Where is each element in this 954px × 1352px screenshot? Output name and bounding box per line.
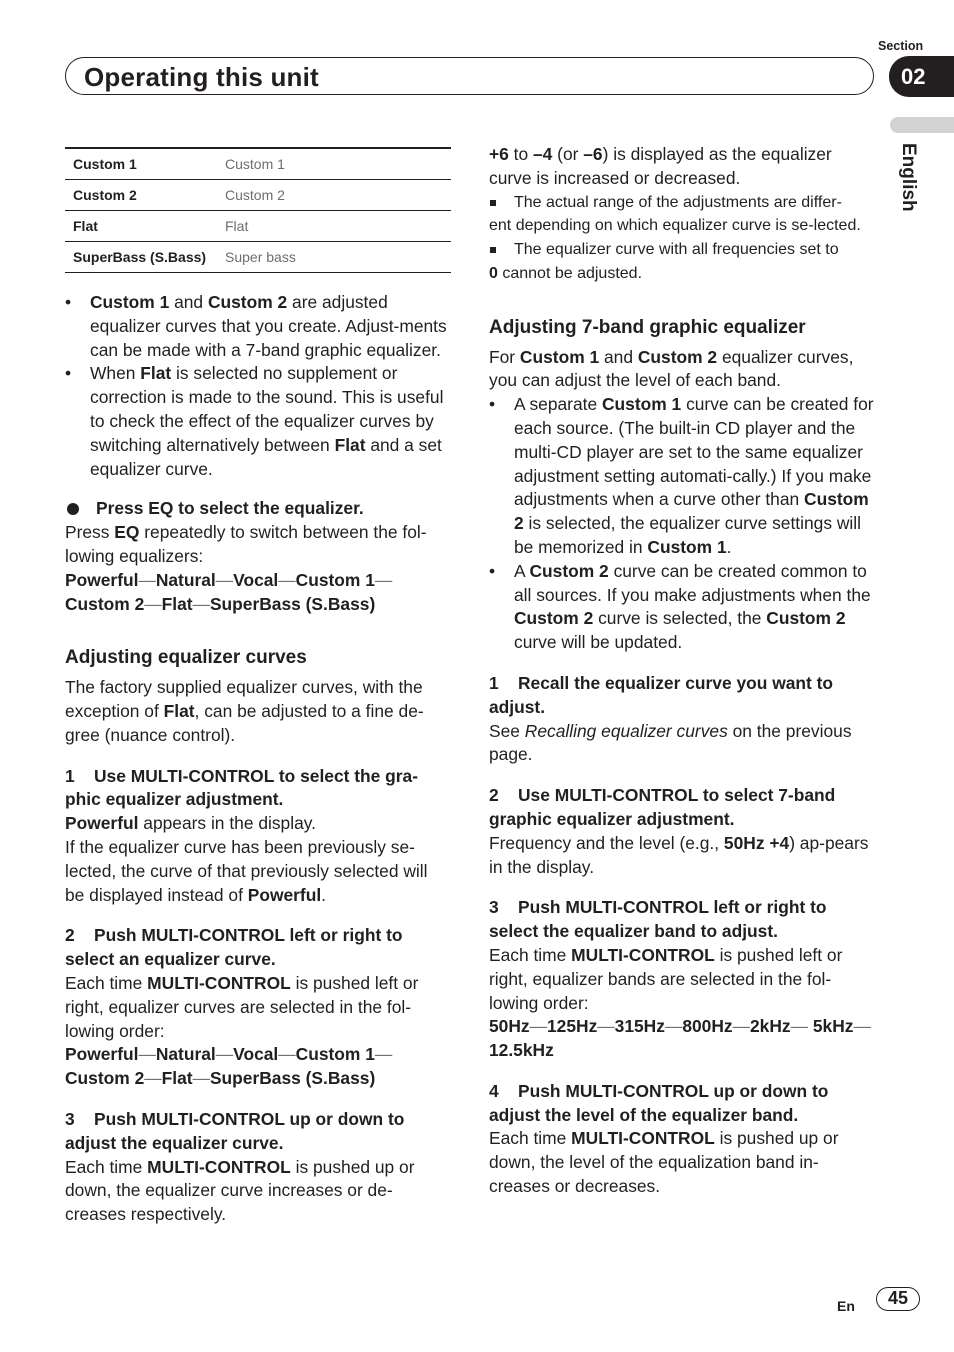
table-cell-name: Custom 2 <box>65 180 217 211</box>
paragraph: Each time MULTI-CONTROL is pushed left or right, equalizer bands are selected in the fol-lowing order: <box>489 944 843 1013</box>
language-label: English <box>898 143 919 212</box>
table-row <box>65 148 451 180</box>
table-cell-display: Flat <box>217 211 451 242</box>
step-heading: 3 Push MULTI-CONTROL up or down to adjust the equalizer curve. <box>65 1108 405 1153</box>
subsection-title: Adjusting 7-band graphic equalizer <box>489 316 806 338</box>
section-number-badge: 02 <box>889 56 954 97</box>
step-heading: 3 Push MULTI-CONTROL left or right to select the equalizer band to adjust. <box>489 897 827 942</box>
paragraph: Frequency and the level (e.g., 50Hz +4) ap-pears in the display. <box>489 832 869 877</box>
left-column <box>65 291 451 1227</box>
paragraph: If the equalizer curve has been previously se-lected, the curve of that previously selected will be displayed instead of Powerful. <box>65 836 428 905</box>
table-cell-name: Flat <box>65 211 217 242</box>
note-item: The equalizer curve with all frequencies set to <box>489 238 877 262</box>
table-cell-name: SuperBass (S.Bass) <box>65 242 217 273</box>
band-sequence: 50Hz—125Hz—315Hz—800Hz—2kHz— 5kHz—12.5kHz <box>489 1016 871 1061</box>
right-column <box>489 143 877 1199</box>
section-label: Section <box>878 39 924 53</box>
table-cell-display: Super bass <box>217 242 451 273</box>
table-cell-display: Custom 2 <box>217 180 451 211</box>
paragraph: See Recalling equalizer curves on the previous page. <box>489 720 852 765</box>
note-item-continued: 0 cannot be adjusted. <box>489 264 643 282</box>
table-cell-name: Custom 1 <box>65 148 217 180</box>
equalizer-sequence: Powerful—Natural—Vocal—Custom 1— Custom 2—Flat—SuperBass (S.Bass) <box>65 1044 393 1089</box>
equalizer-table <box>65 147 451 273</box>
paragraph: Each time MULTI-CONTROL is pushed up or down, the level of the equalization band in-creases or decreases. <box>489 1128 839 1197</box>
step-heading: 1 Recall the equalizer curve you want to adjust. <box>489 672 834 717</box>
instruction-heading: Press EQ to select the equalizer. <box>65 497 451 521</box>
note-item: The actual range of the adjustments are differ- <box>489 191 877 215</box>
list-item: • Custom 1 and Custom 2 are adjusted equalizer curves that you create. Adjust-ments can be made with a 7-band graphic equalizer. <box>65 291 451 362</box>
paragraph: Powerful appears in the display. <box>65 813 316 834</box>
step-heading: 2 Push MULTI-CONTROL left or right to select an equalizer curve. <box>65 925 403 970</box>
page-number: 45 <box>876 1287 920 1311</box>
table-row <box>65 180 451 211</box>
paragraph: +6 to –4 (or –6) is displayed as the equalizer curve is increased or decreased. <box>489 144 832 188</box>
list-item: • A separate Custom 1 curve can be created for each source. (The built-in CD player and the multi-CD player are set to the same equalizer adjustment setting automati-cally.) If you make adjustments when a curve other than Custom 2 is selected, the equalizer curve settings will be memorized in Custom 1. <box>489 393 877 560</box>
list-item: • A Custom 2 curve can be created common to all sources. If you make adjustments when the Custom 2 curve is selected, the Custom 2 curve will be updated. <box>489 560 877 655</box>
page-title-box <box>65 57 874 95</box>
paragraph: Each time MULTI-CONTROL is pushed left or right, equalizer curves are selected in the fol-lowing order: <box>65 972 419 1041</box>
language-tab-bar <box>890 117 954 133</box>
page-title: Operating this unit <box>84 62 319 92</box>
footer-language: En <box>837 1298 855 1314</box>
subsection-title: Adjusting equalizer curves <box>65 647 307 669</box>
equalizer-sequence: Powerful—Natural—Vocal—Custom 1— Custom 2—Flat—SuperBass (S.Bass) <box>65 569 393 614</box>
note-item-continued: ent depending on which equalizer curve is se-lected. <box>489 217 861 235</box>
step-heading: 4 Push MULTI-CONTROL up or down to adjust the level of the equalizer band. <box>489 1080 829 1125</box>
paragraph: For Custom 1 and Custom 2 equalizer curves, you can adjust the level of each band. <box>489 346 854 391</box>
paragraph: The factory supplied equalizer curves, with the exception of Flat, can be adjusted to a fine de-gree (nuance control). <box>65 677 424 745</box>
table-row <box>65 211 451 242</box>
step-heading: 1 Use MULTI-CONTROL to select the gra-phic equalizer adjustment. <box>65 765 419 810</box>
list-item: • When Flat is selected no supplement or correction is made to the sound. This is useful to check the effect of the equalizer curves by switching alternatively between Flat and a set equalizer curve. <box>65 362 451 481</box>
step-heading: 2 Use MULTI-CONTROL to select 7-band graphic equalizer adjustment. <box>489 785 836 829</box>
paragraph: Each time MULTI-CONTROL is pushed up or down, the equalizer curve increases or de-creases respectively. <box>65 1156 415 1225</box>
paragraph: Press EQ repeatedly to switch between the fol-lowing equalizers: <box>65 522 427 566</box>
table-cell-display: Custom 1 <box>217 148 451 180</box>
table-row <box>65 242 451 273</box>
